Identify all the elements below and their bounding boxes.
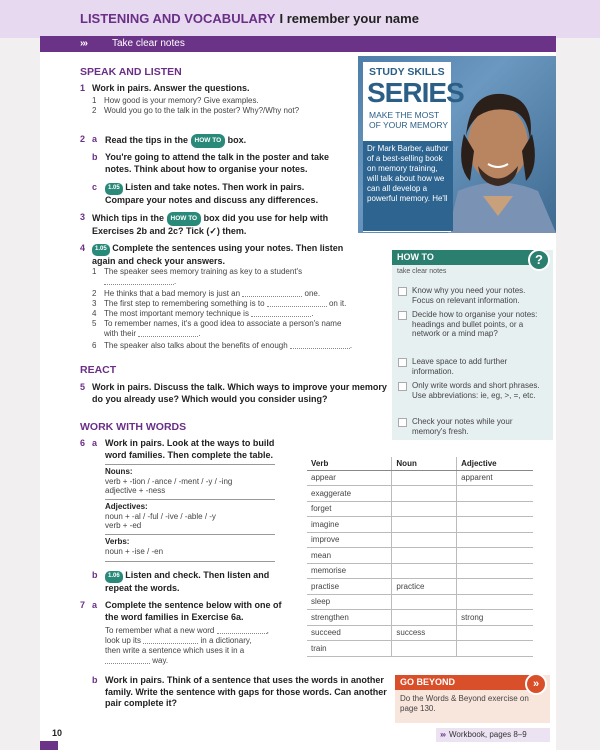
ex7a-letter: a <box>92 600 98 610</box>
how-to-box <box>392 250 553 440</box>
table-cell <box>392 641 457 657</box>
ex1-number: 1 <box>80 83 86 93</box>
ex4-item-cont: with their . <box>104 329 201 338</box>
forward-arrow-icon: » <box>525 673 547 695</box>
table-cell: improve <box>307 532 392 548</box>
how-to-pill: HOW TO <box>167 212 202 226</box>
audio-track-icon: 1.06 <box>105 571 123 583</box>
go-beyond-title: GO BEYOND <box>395 675 533 690</box>
divider <box>105 464 275 465</box>
poster-tagline: MAKE THE MOST OF YOUR MEMORY <box>369 110 449 130</box>
table-cell: appear <box>307 470 392 486</box>
ex3-number: 3 <box>80 212 86 222</box>
ex7a-sentence: To remember what a new word , <box>105 626 269 635</box>
tick-box[interactable] <box>398 311 407 320</box>
arrows-icon: ››› <box>440 730 445 739</box>
arrows-icon: ››› <box>80 38 87 49</box>
ex2c-instruction: 1.05 Listen and take notes. Then work in pairs. Compare your notes and discuss any differences. <box>105 182 319 205</box>
table-cell: success <box>392 625 457 641</box>
how-to-tip: Only write words and short phrases. Use abbreviations: ie, eg, >, =, etc. <box>398 381 548 400</box>
table-cell: train <box>307 641 392 657</box>
ex7a-sentence: look up its in a dictionary, <box>105 636 252 645</box>
audio-track-icon: 1.05 <box>105 183 123 195</box>
question-icon: ? <box>528 249 550 271</box>
ex7a-sentence: way. <box>105 656 168 666</box>
table-cell: practice <box>392 579 457 595</box>
ex7-number: 7 <box>80 600 86 610</box>
ex2a-letter: a <box>92 134 98 144</box>
ex1-item: 1 How good is your memory? Give examples. <box>92 96 259 105</box>
poster-line2: SERIES <box>367 77 464 108</box>
table-header-row <box>307 457 533 470</box>
workbook-reference: ››› Workbook, pages 8–9 <box>436 728 550 742</box>
table-cell <box>392 594 457 610</box>
how-to-tip: Check your notes while your memory's fresh. <box>398 417 548 436</box>
table-row <box>307 532 533 548</box>
table-cell <box>457 501 533 517</box>
ex4-item: 3 The first step to remembering something is to on it. <box>92 299 347 308</box>
tick-box[interactable] <box>398 287 407 296</box>
table-cell <box>457 486 533 502</box>
ex2c-letter: c <box>92 182 98 192</box>
table-row <box>307 625 533 641</box>
table-cell <box>392 548 457 564</box>
table-cell: strengthen <box>307 610 392 626</box>
ex7b-instruction: Work in pairs. Think of a sentence that uses the words in another family. Write the sentence with gaps for those words. Can another pair complete it? <box>105 675 387 708</box>
divider <box>105 534 275 535</box>
table-cell <box>457 532 533 548</box>
ex6a-letter: a <box>92 438 98 448</box>
table-cell: sleep <box>307 594 392 610</box>
how-to-pill: HOW TO <box>191 134 226 148</box>
table-cell <box>392 470 457 486</box>
table-row <box>307 501 533 517</box>
heading-work-with-words: WORK WITH WORDS <box>80 421 187 433</box>
table-row <box>307 486 533 502</box>
poster-bio: Dr Mark Barber, author of a best-selling book on memory training, will talk about how we can all develop a powerful memory. He'll <box>363 141 453 231</box>
table-cell <box>457 548 533 564</box>
table-row <box>307 563 533 579</box>
how-to-subtitle: take clear notes <box>397 268 447 275</box>
table-cell <box>457 625 533 641</box>
divider <box>105 499 275 500</box>
page-title <box>80 11 419 26</box>
go-beyond-text: Do the Words & Beyond exercise on page 130. <box>400 694 529 713</box>
ex4-instruction: 1.05 Complete the sentences using your notes. Then listen again and check your answers. <box>92 243 344 266</box>
table-row <box>307 517 533 533</box>
table-cell <box>457 517 533 533</box>
table-row <box>307 470 533 486</box>
how-to-title: HOW TO <box>392 250 537 265</box>
ex2a-instruction: Read the tips in the HOW TO box. <box>105 134 246 148</box>
tick-box[interactable] <box>398 358 407 367</box>
poster-line1: STUDY SKILLS <box>369 66 445 78</box>
table-cell: apparent <box>457 470 533 486</box>
table-row <box>307 548 533 564</box>
how-to-tip: Decide how to organise your notes: headings and bullet points, or a network or a mind map? <box>398 310 548 339</box>
table-cell <box>392 532 457 548</box>
audio-track-icon: 1.05 <box>92 244 110 256</box>
title-main: LISTENING AND VOCABULARY <box>80 11 276 26</box>
lesson-aim: Take clear notes <box>112 38 185 49</box>
footer-accent <box>40 741 58 750</box>
ex2b-instruction: You're going to attend the talk in the poster and take notes. Think about how to organise your notes. <box>105 152 329 174</box>
ex7a-sentence: then write a sentence which uses it in a <box>105 646 245 655</box>
ex2b-letter: b <box>92 152 98 162</box>
how-to-tip: Know why you need your notes. Focus on relevant information. <box>398 286 548 305</box>
table-cell <box>392 610 457 626</box>
ex4-item: 2 He thinks that a bad memory is just an one. <box>92 289 321 298</box>
table-row <box>307 594 533 610</box>
ex1-item: 2 Would you go to the talk in the poster? Why?/Why not? <box>92 106 300 115</box>
ex6b-letter: b <box>92 570 98 580</box>
table-cell: strong <box>457 610 533 626</box>
tick-box[interactable] <box>398 382 407 391</box>
word-family-table <box>307 457 533 657</box>
word-formation-adjectives: Adjectives: noun + -al / -ful / -ive / -able / -y verb + -ed <box>105 502 216 530</box>
ex3-instruction: Which tips in the HOW TO box did you use for help with Exercises 2b and 2c? Tick (✓) them. <box>92 213 329 236</box>
table-cell: forget <box>307 501 392 517</box>
tick-box[interactable] <box>398 418 407 427</box>
ex4-number: 4 <box>80 243 86 253</box>
table-cell: practise <box>307 579 392 595</box>
ex6b-instruction: 1.06 Listen and check. Then listen and repeat the words. <box>105 570 270 593</box>
table-cell <box>457 579 533 595</box>
page-number: 10 <box>52 728 63 738</box>
ex4-item: 4 The most important memory technique is . <box>92 309 314 318</box>
ex6a-instruction: Work in pairs. Look at the ways to build word families. Then complete the table. <box>105 438 275 460</box>
ex5-number: 5 <box>80 382 86 392</box>
table-cell: succeed <box>307 625 392 641</box>
table-cell <box>457 594 533 610</box>
title-sub: I remember your name <box>279 11 419 26</box>
ex5-instruction: Work in pairs. Discuss the talk. Which ways to improve your memory do you already use? Which would you consider using? <box>92 382 387 404</box>
lesson-aim-bar <box>40 36 556 52</box>
word-formation-nouns: Nouns: verb + -tion / -ance / -ment / -y / -ing adjective + -ness <box>105 467 233 495</box>
table-cell <box>457 563 533 579</box>
table-cell <box>457 641 533 657</box>
table-row <box>307 610 533 626</box>
ex7b-letter: b <box>92 675 98 685</box>
ex6-number: 6 <box>80 438 86 448</box>
table-cell: imagine <box>307 517 392 533</box>
ex2-number: 2 <box>80 134 86 144</box>
ex4-item: 5 To remember names, it's a good idea to associate a person's name <box>92 319 342 328</box>
table-row <box>307 579 533 595</box>
ex4-item: 6 The speaker also talks about the benefits of enough . <box>92 341 353 350</box>
table-cell: memorise <box>307 563 392 579</box>
table-cell <box>392 563 457 579</box>
table-cell <box>392 517 457 533</box>
col-adjective: Adjective <box>457 457 533 470</box>
heading-speak-listen: SPEAK AND LISTEN <box>80 66 182 78</box>
divider <box>105 561 275 562</box>
how-to-tip: Leave space to add further information. <box>398 357 548 376</box>
col-verb: Verb <box>307 457 392 470</box>
col-noun: Noun <box>392 457 457 470</box>
ex4-item: 1 The speaker sees memory training as key to a student's <box>92 267 303 276</box>
table-cell: exaggerate <box>307 486 392 502</box>
ex7a-instruction: Complete the sentence below with one of the word families in Exercise 6a. <box>105 600 282 622</box>
table-row <box>307 641 533 657</box>
table-cell: mean <box>307 548 392 564</box>
table-cell <box>392 501 457 517</box>
word-formation-verbs: Verbs: noun + -ise / -en <box>105 537 164 556</box>
heading-react: REACT <box>80 364 117 376</box>
ex4-item-cont: . <box>104 277 176 287</box>
ex1-instruction: Work in pairs. Answer the questions. <box>92 83 250 93</box>
table-cell <box>392 486 457 502</box>
